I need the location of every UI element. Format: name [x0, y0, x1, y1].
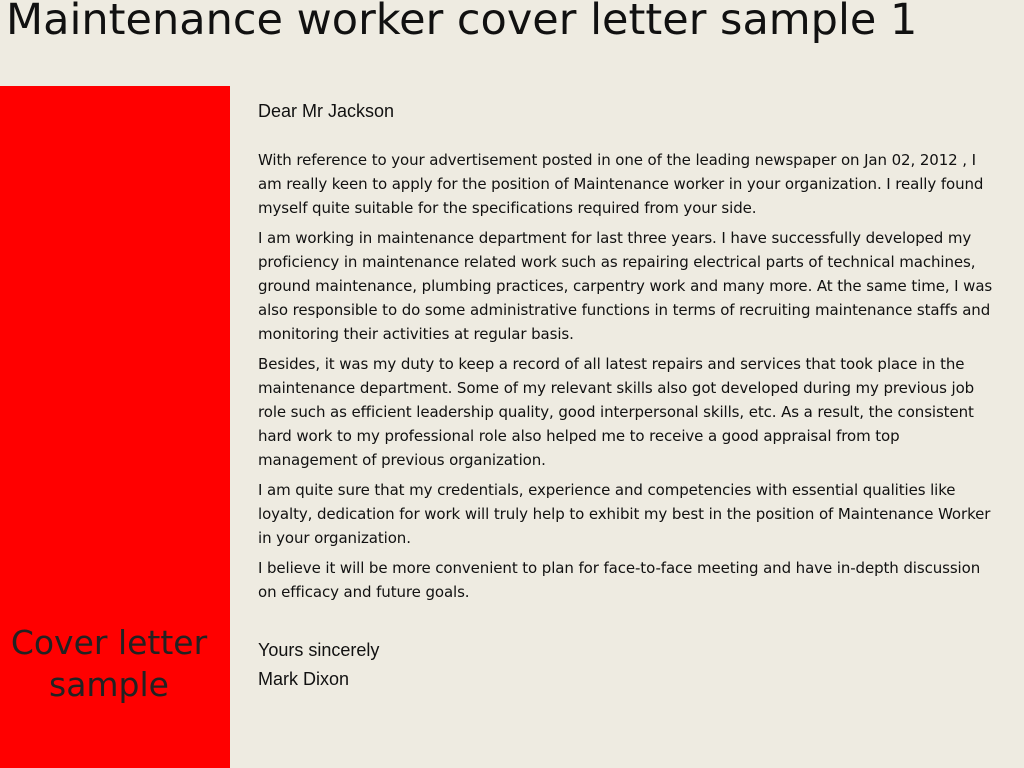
- letter-signature: Mark Dixon: [258, 669, 350, 689]
- letter-paragraph-1: With reference to your advertisement posted in one of the leading newspaper on Jan 02, 2012 , I am really keen to apply for the position of Maintenance worker in your organization. I really found myself quite suitable for the specifications required from your side.: [258, 151, 984, 217]
- letter-salutation: Dear Mr Jackson: [258, 101, 395, 121]
- letter-paragraph-5: I believe it will be more convenient to plan for face-to-face meeting and have in-depth discussion on efficacy and future goals.: [258, 559, 981, 601]
- letter-closing: Yours sincerely: [258, 640, 380, 660]
- letter-paragraph-3: Besides, it was my duty to keep a record of all latest repairs and services that took place in the maintenance department. Some of my relevant skills also got developed during my previous job role such as efficient leadership quality, good interpersonal skills, etc. As a result, the consistent hard work to my professional role also helped me to receive a good appraisal from top management of previous organization.: [258, 355, 975, 469]
- side-caption: Cover letter sample: [10, 623, 208, 704]
- letter-closing-block: [258, 636, 993, 694]
- letter-body: [258, 98, 993, 694]
- letter-paragraph-4: I am quite sure that my credentials, experience and competencies with essential qualities like loyalty, dedication for work will truly help to exhibit my best in the position of Maintenance Worker in your organization.: [258, 481, 991, 547]
- letter-paragraph-2: I am working in maintenance department for last three years. I have successfully developed my proficiency in maintenance related work such as repairing electrical parts of technical machines, ground maintenance, plumbing practices, carpentry work and many more. At the same time, I was also responsible to do some administrative functions in terms of recruiting maintenance staffs and monitoring their activities at regular basis.: [258, 229, 993, 343]
- slide-title: Maintenance worker cover letter sample 1: [6, 0, 918, 45]
- side-panel: [0, 86, 230, 768]
